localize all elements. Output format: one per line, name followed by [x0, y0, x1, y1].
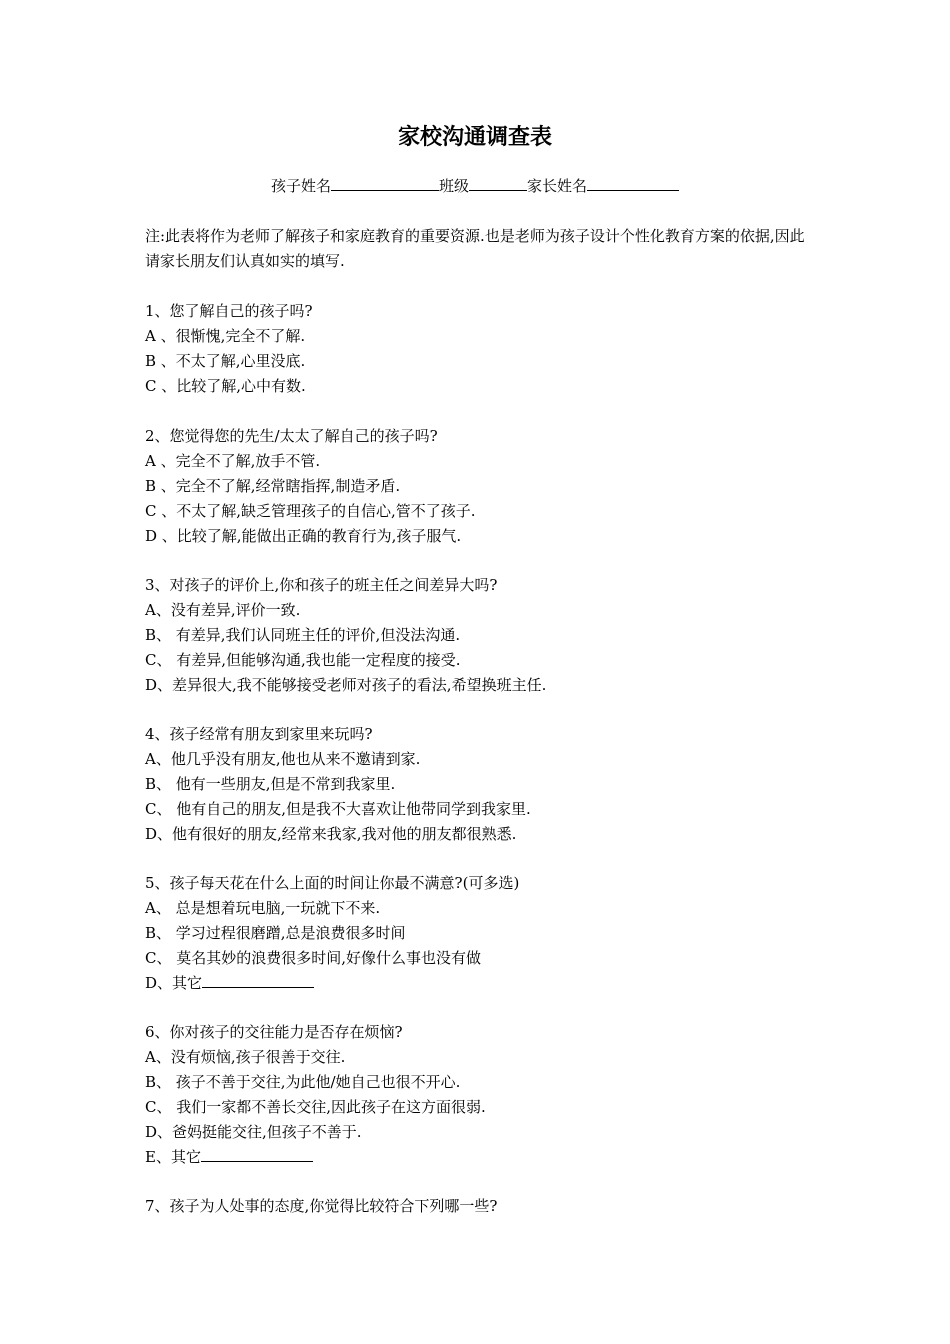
option-a: A、 总是想着玩电脑,一玩就下不来.: [145, 899, 381, 917]
option-b: B、 有差异,我们认同班主任的评价,但没法沟通.: [145, 626, 461, 644]
option-a: A、没有烦恼,孩子很善于交往.: [145, 1048, 346, 1066]
option-b: B、 学习过程很磨蹭,总是浪费很多时间: [145, 924, 406, 942]
question-2: [145, 424, 810, 549]
option-a: A、他几乎没有朋友,他也从来不邀请到家.: [145, 750, 421, 768]
question-text: 1、您了解自己的孩子吗?: [145, 302, 313, 320]
question-text: 5、孩子每天花在什么上面的时间让你最不满意?(可多选): [145, 874, 520, 892]
option-c: C 、比较了解,心中有数.: [145, 377, 306, 395]
option-d: D、差异很大,我不能够接受老师对孩子的看法,希望换班主任.: [145, 676, 547, 694]
option-d: D 、比较了解,能做出正确的教育行为,孩子服气.: [145, 527, 462, 545]
option-d: D、爸妈挺能交往,但孩子不善于.: [145, 1123, 362, 1141]
question-6: [145, 1020, 810, 1170]
other-blank[interactable]: [202, 971, 314, 988]
option-c: C、 他有自己的朋友,但是我不大喜欢让他带同学到我家里.: [145, 800, 531, 818]
option-b: B、 孩子不善于交往,为此他/她自己也很不开心.: [145, 1073, 461, 1091]
info-line: [0, 174, 950, 198]
page-title: 家校沟通调查表: [397, 124, 552, 150]
question-7: [145, 1194, 810, 1219]
option-a: A、没有差异,评价一致.: [145, 601, 301, 619]
option-a: A 、完全不了解,放手不管.: [145, 452, 321, 470]
note-paragraph: 注:此表将作为老师了解孩子和家庭教育的重要资源.也是老师为孩子设计个性化教育方案的依据,因此请家长朋友们认真如实的填写.: [145, 227, 805, 270]
question-text: 6、你对孩子的交往能力是否存在烦恼?: [145, 1023, 403, 1041]
child-name-blank[interactable]: [331, 174, 439, 191]
other-blank[interactable]: [201, 1145, 313, 1162]
option-c: C 、不太了解,缺乏管理孩子的自信心,管不了孩子.: [145, 502, 476, 520]
question-text: 4、孩子经常有朋友到家里来玩吗?: [145, 725, 373, 743]
option-e: [145, 1145, 810, 1170]
option-d: [145, 971, 810, 996]
option-a: A 、很惭愧,完全不了解.: [145, 327, 306, 345]
question-text: 2、您觉得您的先生/太太了解自己的孩子吗?: [145, 427, 438, 445]
option-c: C、 莫名其妙的浪费很多时间,好像什么事也没有做: [145, 949, 482, 967]
question-text: 7、孩子为人处事的态度,你觉得比较符合下列哪一些?: [145, 1197, 498, 1215]
option-e-label: E、其它: [145, 1148, 201, 1166]
parent-name-label: 家长姓名: [527, 177, 588, 195]
child-name-label: 孩子姓名: [270, 177, 331, 195]
class-label: 班级: [438, 177, 469, 195]
option-b: B 、不太了解,心里没底.: [145, 352, 306, 370]
question-4: [145, 722, 810, 847]
option-c: C、 我们一家都不善长交往,因此孩子在这方面很弱.: [145, 1098, 486, 1116]
option-d-label: D、其它: [145, 974, 203, 992]
question-1: [145, 299, 810, 399]
option-b: B 、完全不了解,经常瞎指挥,制造矛盾.: [145, 477, 401, 495]
option-b: B、 他有一些朋友,但是不常到我家里.: [145, 775, 396, 793]
option-c: C、 有差异,但能够沟通,我也能一定程度的接受.: [145, 651, 461, 669]
question-text: 3、对孩子的评价上,你和孩子的班主任之间差异大吗?: [145, 576, 498, 594]
option-d: D、他有很好的朋友,经常来我家,我对他的朋友都很熟悉.: [145, 825, 517, 843]
parent-name-blank[interactable]: [587, 174, 679, 191]
question-5: [145, 871, 810, 996]
question-3: [145, 573, 810, 698]
class-blank[interactable]: [469, 174, 527, 191]
